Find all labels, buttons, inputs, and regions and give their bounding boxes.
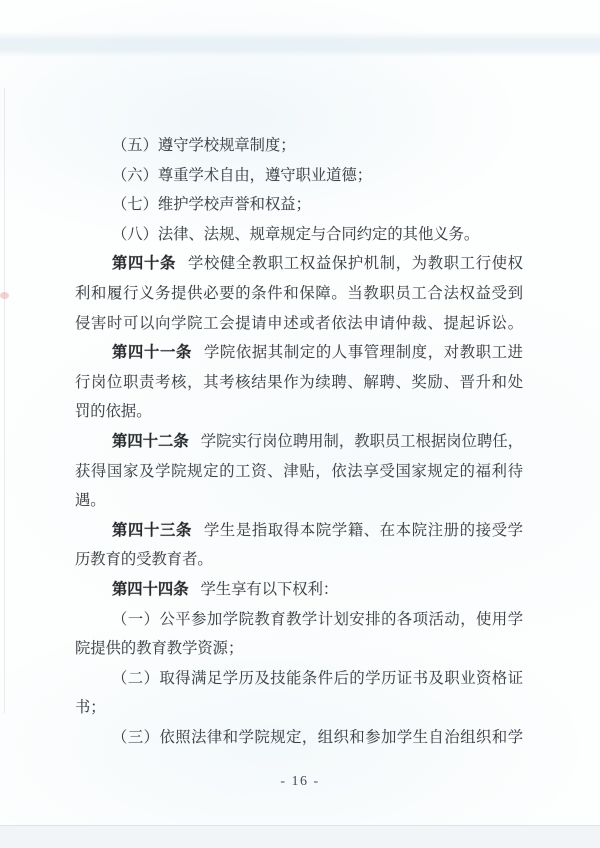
text-line [75, 220, 523, 250]
scan-artifact-bottom-band [0, 826, 600, 848]
line-text: 学院实行岗位聘用制，教职员工根据岗位聘任， [200, 432, 523, 450]
line-text: （三）依照法律和学院规定，组织和参加学生自治组织和学 [112, 728, 523, 746]
text-line [75, 397, 523, 427]
scan-artifact-top-band [0, 32, 600, 57]
line-text: 遇。 [75, 492, 106, 510]
text-line [75, 693, 523, 723]
text-line [75, 309, 523, 339]
line-text: 院提供的教育教学资源； [75, 640, 244, 658]
line-text: （五）遵守学校规章制度； [112, 137, 296, 154]
text-line [75, 486, 523, 516]
line-text: 获得国家及学院规定的工资、津贴，依法享受国家规定的福利待 [75, 462, 523, 480]
line-text: 利和履行义务提供必要的条件和保障。当教职员工合法权益受到 [75, 284, 523, 302]
text-line [75, 427, 523, 457]
text-line [75, 368, 523, 398]
line-text: 书； [75, 699, 106, 717]
article-number-label: 第四十一条 [112, 344, 192, 362]
line-text: 学生是指取得本院学籍、在本院注册的接受学 [203, 521, 523, 539]
line-text: （二）取得满足学历及技能条件后的学历证书及职业资格证 [112, 669, 523, 687]
text-line [75, 575, 523, 605]
scan-artifact-left-edge-line [4, 88, 5, 713]
text-line [75, 516, 523, 546]
text-line [75, 249, 523, 279]
line-text: 学院依据其制定的人事管理制度，对教职工进 [203, 344, 523, 362]
line-text: 学校健全教职工权益保护机制，为教职工行使权 [187, 255, 523, 273]
text-line [75, 664, 523, 694]
text-line [75, 161, 523, 191]
text-line [75, 634, 523, 664]
line-text: 罚的依据。 [75, 403, 152, 421]
text-line [75, 279, 523, 309]
line-text: 行岗位职责考核，其考核结果作为续聘、解聘、奖励、晋升和处 [75, 373, 523, 391]
text-line [75, 723, 523, 753]
line-text: （七）维护学校声誉和权益； [112, 196, 311, 214]
text-line [75, 338, 523, 368]
article-number-label: 第四十三条 [112, 521, 192, 539]
article-number-label: 第四十四条 [112, 580, 189, 598]
line-text: 历教育的受教育者。 [75, 551, 213, 569]
document-text-block [75, 131, 523, 752]
line-text: （一）公平参加学院教育教学计划安排的各项活动，使用学 [112, 610, 523, 628]
line-text: （八）法律、法规、规章规定与合同约定的其他义务。 [112, 225, 480, 243]
text-line [75, 131, 523, 161]
text-line [75, 190, 523, 220]
line-text: 学生享有以下权利： [200, 580, 339, 598]
text-line [75, 605, 523, 635]
text-line [75, 457, 523, 487]
article-number-label: 第四十二条 [112, 432, 189, 450]
scan-artifact-pink-mark [0, 292, 9, 299]
article-number-label: 第四十条 [112, 255, 176, 273]
page-number: - 16 - [280, 774, 320, 789]
line-text: 侵害时可以向学院工会提请申述或者依法申请仲裁、提起诉讼。 [75, 314, 523, 332]
line-text: （六）尊重学术自由，遵守职业道德； [112, 166, 373, 184]
text-line [75, 545, 523, 575]
